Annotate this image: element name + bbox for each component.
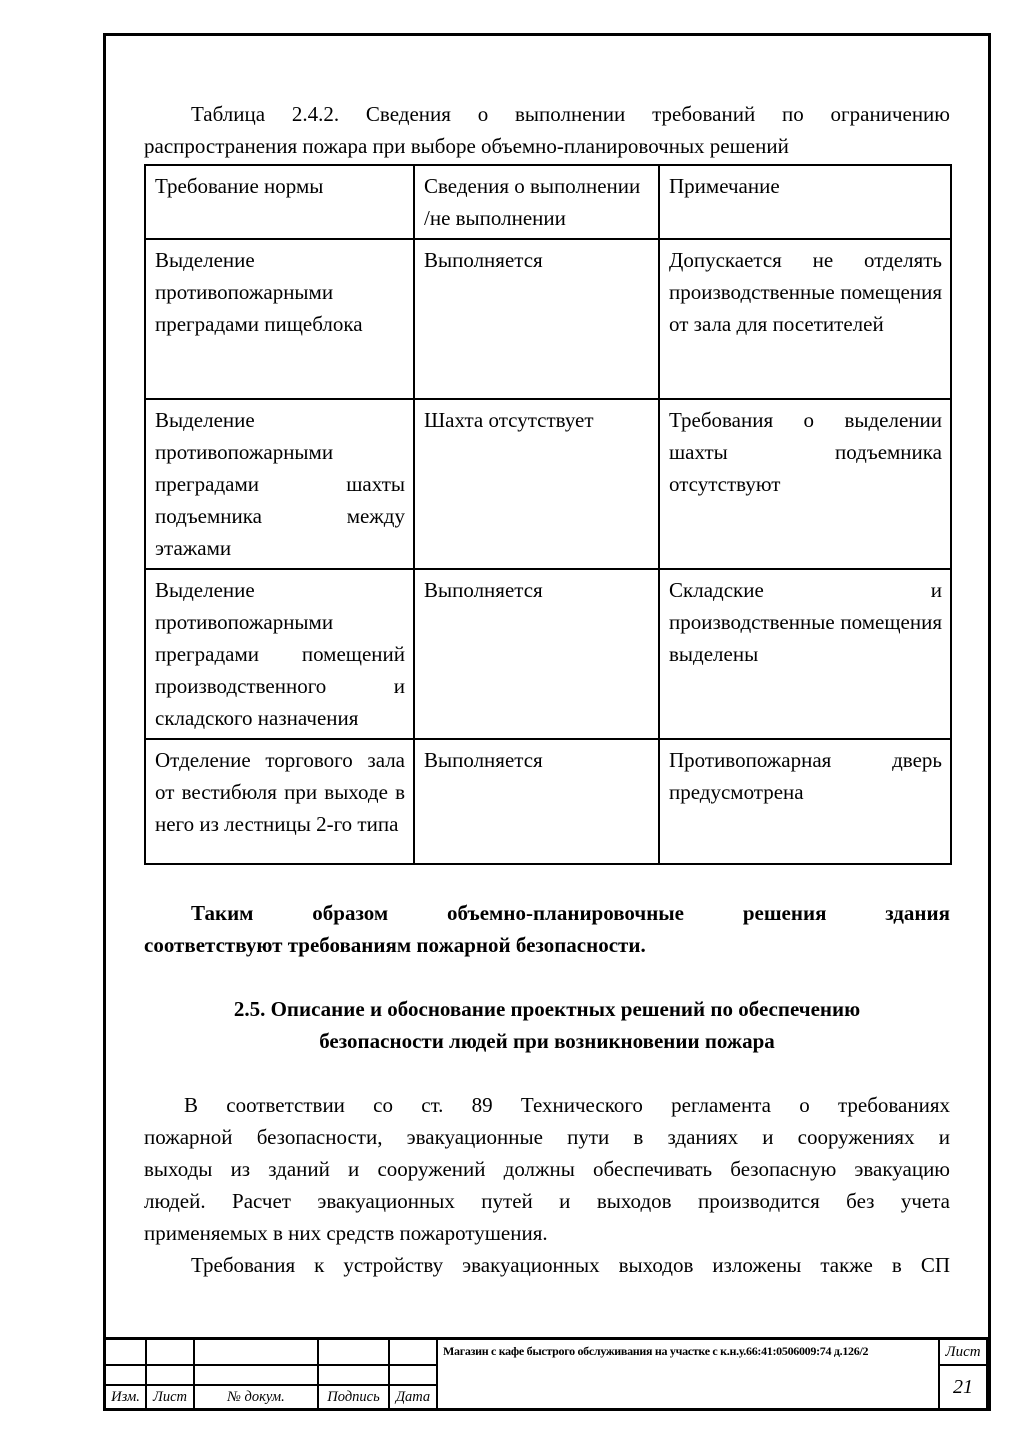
body-paragraph-line: применяемых в них средств пожаротушения. xyxy=(144,1221,548,1245)
stamp-empty-cell xyxy=(106,1340,145,1366)
body-paragraph-line: людей. Расчет эвакуационных путей и выходов производится без учета xyxy=(144,1189,950,1213)
stamp-empty-cell xyxy=(195,1366,317,1386)
table-cell-requirement: Выделение противопожарными преградами пищеблока xyxy=(145,239,414,399)
stamp-sheet-number: 21 xyxy=(953,1375,973,1398)
section-heading-2-5 xyxy=(144,993,950,1057)
body-paragraph xyxy=(144,1089,950,1249)
col-header-compliance: Сведения о выполнении /не выполнении xyxy=(414,165,659,239)
table-caption xyxy=(144,98,950,162)
table-cell-note: Требования о выделении шахты подъемника отсутствуют xyxy=(659,399,951,569)
stamp-empty-cell xyxy=(195,1340,317,1366)
col-header-requirement: Требование нормы xyxy=(145,165,414,239)
table-caption-line: распространения пожара при выборе объемно-планировочных решений xyxy=(144,134,789,158)
table-cell-note: Складские и производственные помещения выделены xyxy=(659,569,951,739)
conclusion-paragraph xyxy=(144,897,950,961)
body-paragraph-line: В соответствии со ст. 89 Технического регламента о требованиях xyxy=(184,1093,950,1117)
requirements-compliance-table xyxy=(144,164,952,865)
body-paragraph-line: пожарной безопасности, эвакуационные пути в зданиях и сооружениях и xyxy=(144,1125,950,1149)
table-cell-requirement: Отделение торгового зала от вестибюля при выходе в него из лестницы 2-го типа xyxy=(145,739,414,864)
stamp-label-izm: Изм. xyxy=(111,1388,140,1405)
stamp-empty-cell xyxy=(319,1366,388,1386)
stamp-label-docnum: № докум. xyxy=(227,1388,285,1405)
table-cell-requirement: Выделение противопожарными преградами шахты подъемника между этажами xyxy=(145,399,414,569)
conclusion-line: соответствуют требованиям пожарной безопасности. xyxy=(144,933,646,957)
page-content xyxy=(144,36,950,1281)
continuation-paragraph xyxy=(144,1249,950,1281)
table-row xyxy=(145,399,951,569)
continuation-line: Требования к устройству эвакуационных выходов изложены также в СП xyxy=(191,1253,950,1277)
stamp-sheet-label: Лист xyxy=(940,1340,986,1366)
table-cell-compliance: Выполняется xyxy=(414,739,659,864)
table-header-row xyxy=(145,165,951,239)
table-row xyxy=(145,739,951,864)
table-row xyxy=(145,239,951,399)
body-paragraph-line: выходы из зданий и сооружений должны обеспечивать безопасную эвакуацию xyxy=(144,1157,950,1181)
col-header-note: Примечание xyxy=(659,165,951,239)
section-heading-line: 2.5. Описание и обоснование проектных решений по обеспечению xyxy=(233,997,861,1021)
stamp-empty-cell xyxy=(147,1340,193,1366)
stamp-sheet-cell xyxy=(940,1340,988,1408)
stamp-label-date: Дата xyxy=(395,1388,431,1405)
page-frame xyxy=(103,33,991,1411)
table-cell-requirement: Выделение противопожарными преградами помещений производственного и складского назначения xyxy=(145,569,414,739)
table-cell-compliance: Выполняется xyxy=(414,569,659,739)
conclusion-line: Таким образом объемно-планировочные решения здания xyxy=(191,901,950,925)
stamp-column-list xyxy=(147,1340,195,1408)
stamp-project-title: Магазин с кафе быстрого обслуживания на участке с к.н.у.66:41:0506009:74 д.126/2 xyxy=(443,1344,869,1358)
table-caption-line: Таблица 2.4.2. Сведения о выполнении требований по ограничению xyxy=(191,102,950,126)
stamp-empty-cell xyxy=(319,1340,388,1366)
stamp-label-signature: Подпись xyxy=(327,1388,380,1405)
table-cell-note: Противопожарная дверь предусмотрена xyxy=(659,739,951,864)
stamp-column-date xyxy=(390,1340,438,1408)
table-cell-note: Допускается не отделять производственные помещения от зала для посетителей xyxy=(659,239,951,399)
stamp-column-izm xyxy=(106,1340,147,1408)
stamp-column-signature xyxy=(319,1340,390,1408)
stamp-column-docnum xyxy=(195,1340,319,1408)
table-cell-compliance: Выполняется xyxy=(414,239,659,399)
stamp-empty-cell xyxy=(147,1366,193,1386)
stamp-empty-cell xyxy=(390,1340,436,1366)
table-row xyxy=(145,569,951,739)
stamp-label-list: Лист xyxy=(153,1388,187,1405)
table-cell-compliance: Шахта отсутствует xyxy=(414,399,659,569)
stamp-project-cell xyxy=(438,1340,940,1408)
stamp-empty-cell xyxy=(106,1366,145,1386)
stamp-empty-cell xyxy=(390,1366,436,1386)
section-heading-line: безопасности людей при возникновении пожара xyxy=(319,1029,775,1053)
title-block xyxy=(106,1337,988,1408)
